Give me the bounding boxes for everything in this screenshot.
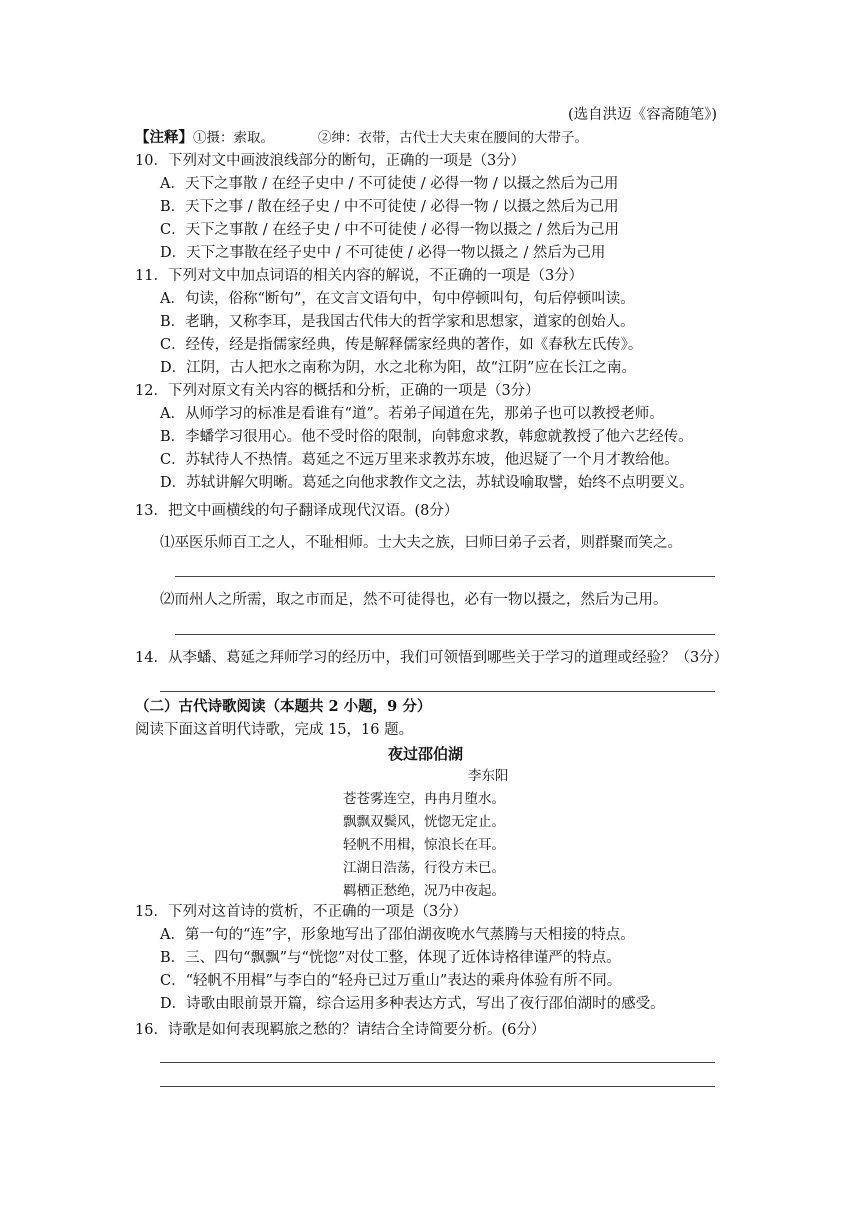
source-citation: (选自洪迈《容斋随笔》) — [568, 107, 718, 123]
q15-stem: 15．下列对这首诗的赏析，不正确的一项是（3分） — [135, 904, 468, 920]
q14-answer-line[interactable] — [160, 691, 715, 692]
section2-heading: （二）古代诗歌阅读（本题共 2 小题，9 分） — [135, 698, 432, 715]
q12-option-a: A．从师学习的标准是看谁有“道”。若弟子闻道在先，那弟子也可以教授老师。 — [160, 406, 664, 422]
poem-line-5: 羁栖正愁绝，况乃中夜起。 — [343, 883, 505, 899]
poem-author: 李东阳 — [468, 768, 509, 784]
q16-stem: 16．诗歌是如何表现羁旅之愁的？请结合全诗简要分析。(6分） — [135, 1022, 546, 1038]
q13-answer-line-2[interactable] — [175, 634, 715, 635]
q15-option-c: C．“轻帆不用楫”与李白的“轻舟已过万重山”表达的乘舟体验有所不同。 — [160, 973, 622, 989]
q13-stem: 13．把文中画横线的句子翻译成现代汉语。(8分） — [135, 503, 459, 519]
q15-option-a: A．第一句的“连”字，形象地写出了邵伯湖夜晚水气蒸腾与天相接的特点。 — [160, 927, 635, 943]
notes — [135, 128, 274, 148]
q12-option-b: B．李蟠学习很用心。他不受时俗的限制，向韩愈求教，韩愈就教授了他六艺经传。 — [160, 429, 693, 445]
q14-stem: 14．从李蟠、葛延之拜师学习的经历中，我们可领悟到哪些关于学习的道理或经验？（3分） — [135, 650, 729, 666]
poem-line-2: 飘飘双鬓风，恍惚无定止。 — [343, 814, 505, 830]
poem-line-3: 轻帆不用楫，惊浪长在耳。 — [343, 837, 505, 853]
q15-option-d: D．诗歌由眼前景开篇，综合运用多种表达方式，写出了夜行邵伯湖时的感受。 — [160, 996, 665, 1012]
q11-option-c: C．经传，经是指儒家经典，传是解释儒家经典的著作，如《春秋左氏传》。 — [160, 337, 643, 353]
q11-option-a: A．句读，俗称“断句”，在文言文语句中，句中停顿叫句，句后停顿叫读。 — [160, 291, 635, 307]
q13-sentence-2: ⑵而州人之所需，取之市而足，然不可徒得也，必有一物以摄之，然后为己用。 — [160, 592, 668, 608]
q16-answer-line-2[interactable] — [160, 1086, 715, 1087]
q13-answer-line-1[interactable] — [175, 576, 715, 577]
poem-title: 夜过邵伯湖 — [388, 745, 464, 763]
q10-option-c: C．天下之事散 / 在经子史 / 中不可徒使 / 必得一物以摄之 / 然后为己用 — [160, 222, 620, 238]
q10-option-b: B．天下之事 / 散在经子史 / 中不可徒使 / 必得一物 / 以摄之然后为己用 — [160, 199, 619, 215]
notes-label: 【注释】 — [135, 129, 193, 146]
q11-option-b: B．老聃，又称李耳，是我国古代伟大的哲学家和思想家，道家的创始人。 — [160, 314, 635, 330]
q12-option-d: D．苏轼讲解欠明晰。葛延之向他求教作文之法，苏轼设喻取譬，始终不点明要义。 — [160, 475, 694, 491]
q15-option-b: B．三、四句“飘飘”与“恍惚”对仗工整，体现了近体诗格律谨严的特点。 — [160, 950, 621, 966]
note-2: ②绅：衣带，古代士大夫束在腰间的大带子。 — [318, 130, 588, 146]
q12-option-c: C．苏轼待人不热情。葛延之不远万里来求教苏东坡，他迟疑了一个月才教给他。 — [160, 452, 679, 468]
q12-stem: 12．下列对原文有关内容的概括和分析，正确的一项是（3分） — [135, 383, 540, 399]
q16-answer-line-1[interactable] — [160, 1062, 715, 1063]
poem-line-1: 苍苍雾连空，冉冉月堕水。 — [343, 791, 505, 807]
poem-line-4: 江湖日浩荡，行役方未已。 — [343, 860, 505, 876]
q11-option-d: D．江阴，古人把水之南称为阴，水之北称为阳，故“江阴”应在长江之南。 — [160, 360, 636, 376]
q10-stem: 10．下列对文中画波浪线部分的断句，正确的一项是（3分） — [135, 153, 526, 169]
q13-sentence-1: ⑴巫医乐师百工之人，不耻相师。士大夫之族，曰师曰弟子云者，则群聚而笑之。 — [160, 535, 682, 551]
q10-option-d: D．天下之事散在经子史中 / 不可徒使 / 必得一物以摄之 / 然后为己用 — [160, 245, 606, 261]
note-1: ①摄：索取。 — [193, 130, 274, 146]
q11-stem: 11．下列对文中加点词语的相关内容的解说，不正确的一项是（3分） — [135, 268, 584, 284]
section2-intro: 阅读下面这首明代诗歌，完成 15，16 题。 — [135, 722, 414, 738]
q10-option-a: A．天下之事散 / 在经子史中 / 不可徒使 / 必得一物 / 以摄之然后为己用 — [160, 176, 619, 192]
